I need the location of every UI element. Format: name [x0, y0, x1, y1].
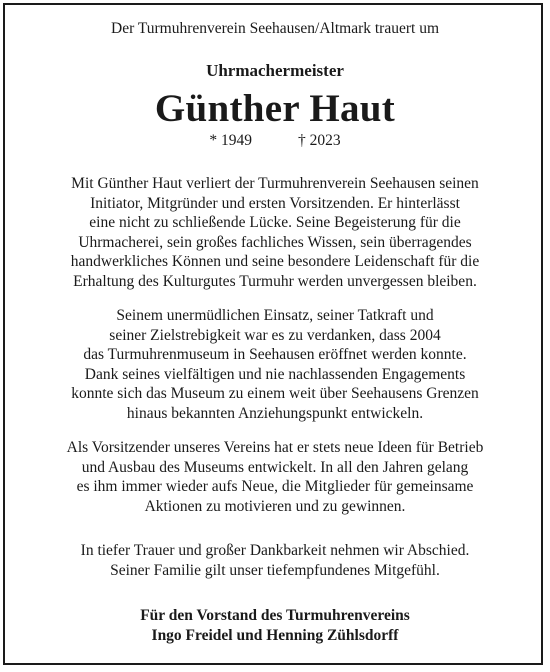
- paragraph-line: Erhaltung des Kulturgutes Turmuhr werden unvergessen bleiben.: [73, 272, 477, 290]
- paragraph-1: [0, 174, 550, 292]
- paragraph-line: hinaus bekannten Anziehungspunkt entwickeln.: [126, 404, 424, 422]
- birth-year: * 1949: [209, 132, 252, 149]
- paragraph-line: es ihm immer wieder aufs Neue, die Mitglieder für gemeinsame: [76, 478, 474, 496]
- paragraph-line: Aktionen zu motivieren und zu gewinnen.: [144, 497, 406, 515]
- paragraph-line: und Ausbau des Museums entwickelt. In all den Jahren gelang: [81, 458, 469, 476]
- paragraph-line: Uhrmacherei, sein großes fachliches Wissen, sein überragendes: [78, 233, 472, 251]
- paragraph-line: In tiefer Trauer und großer Dankbarkeit nehmen wir Abschied.: [80, 542, 470, 559]
- paragraph-line: Mit Günther Haut verliert der Turmuhrenverein Seehausen seinen: [71, 175, 479, 192]
- signature-line-1: Für den Vorstand des Turmuhrenvereins: [140, 607, 410, 624]
- signature-block: [0, 606, 550, 646]
- paragraph-line: eine nicht zu schließende Lücke. Seine Begeisterung für die: [89, 214, 461, 232]
- death-year: † 2023: [298, 132, 341, 149]
- paragraph-line: das Turmuhrenmuseum in Seehausen eröffnet werden konnte.: [83, 346, 467, 364]
- paragraph-line: Dank seines vielfältigen und nie nachlassenden Engagements: [84, 365, 466, 383]
- paragraph-line: Seiner Familie gilt unser tiefempfundenes Mitgefühl.: [110, 561, 440, 579]
- paragraph-4: [0, 541, 550, 580]
- paragraph-line: handwerkliches Können und seine besondere Leidenschaft für die: [70, 253, 480, 271]
- life-dates: [0, 131, 550, 151]
- paragraph-line: konnte sich das Museum zu einem weit über Seehausens Grenzen: [71, 385, 479, 403]
- signature-line-2: Ingo Freidel und Henning Zühlsdorff: [151, 627, 399, 644]
- paragraph-line: Initiator, Mitgründer und ersten Vorsitzenden. Er hinterlässt: [90, 194, 460, 212]
- paragraph-line: Seinem unermüdlichen Einsatz, seiner Tatkraft und: [116, 307, 434, 324]
- paragraph-2: [0, 306, 550, 424]
- profession-title: Uhrmachermeister: [206, 61, 344, 80]
- paragraph-3: [0, 438, 550, 516]
- paragraph-line: Als Vorsitzender unseres Vereins hat er stets neue Ideen für Betrieb: [66, 439, 484, 456]
- intro-line: Der Turmuhrenverein Seehausen/Altmark trauert um: [111, 20, 439, 37]
- paragraph-line: seiner Zielstrebigkeit war es zu verdanken, dass 2004: [109, 326, 441, 344]
- deceased-name: Günther Haut: [154, 87, 396, 130]
